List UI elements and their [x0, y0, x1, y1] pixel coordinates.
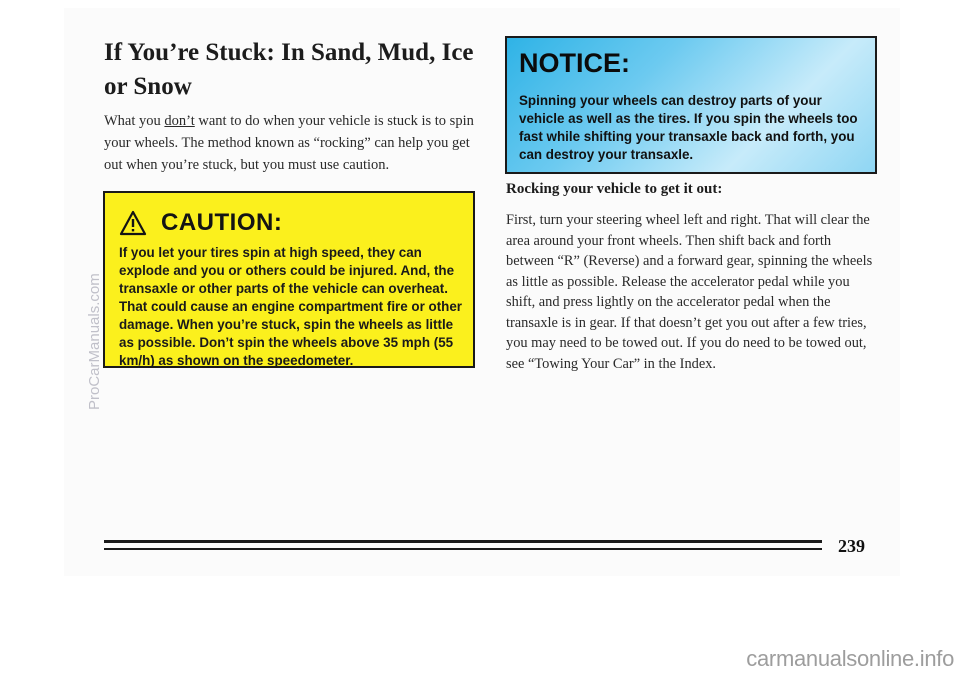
- footer-rule-bottom: [104, 548, 822, 550]
- left-column: [104, 36, 484, 176]
- section-title: If You’re Stuck: In Sand, Mud, Ice or Snow: [104, 39, 474, 100]
- rocking-paragraph: First, turn your steering wheel left and right. That will clear the area around your front wheels. Then shift back and forth between “R” (Reverse) and a forward gear, spinning the wheels as little as possible. Release the accelerator pedal while you shift, and press lightly on the accelerator pedal when the transaxle is in gear. If that doesn’t get you out after a few tries, you may need to be towed out. If you do need to be towed out, see “Towing Your Car” in the Index.: [506, 212, 873, 372]
- caution-header: [119, 206, 282, 240]
- notice-box: [505, 36, 877, 174]
- caution-box: [103, 191, 475, 368]
- intro-paragraph: [104, 110, 484, 176]
- footer-rules: [104, 540, 822, 555]
- rocking-heading: Rocking your vehicle to get it out:: [506, 181, 723, 197]
- warning-triangle-icon: [119, 210, 147, 236]
- intro-text-start: What you: [104, 113, 165, 129]
- intro-underlined-word: don’t: [164, 113, 195, 129]
- footer-watermark: carmanualsonline.info: [746, 646, 954, 671]
- page-number: 239: [838, 536, 865, 556]
- footer-rule-top: [104, 540, 822, 543]
- caution-text: If you let your tires spin at high speed, they can explode and you or others could be injured. And, the transaxle or other parts of the vehicle can overheat. That could cause an engine compartment fire or other damage. When you’re stuck, spin the wheels as little as possible. Don’t spin the wheels above 35 mph (55 km/h) as shown on the speedometer.: [119, 245, 463, 368]
- right-column: [506, 178, 878, 374]
- side-watermark: ProCarManuals.com: [86, 273, 103, 410]
- caution-title: CAUTION:: [161, 209, 283, 236]
- notice-title: NOTICE:: [519, 48, 630, 78]
- intro-text-end: want to do when your vehicle is stuck is to spin your wheels. The method known as “rocking” can help you get out when you’re stuck, but you must use caution.: [104, 113, 474, 173]
- notice-text: Spinning your wheels can destroy parts of your vehicle as well as the tires. If you spin the wheels too fast while shifting your transaxle back and forth, you can destroy your transaxle.: [519, 93, 858, 162]
